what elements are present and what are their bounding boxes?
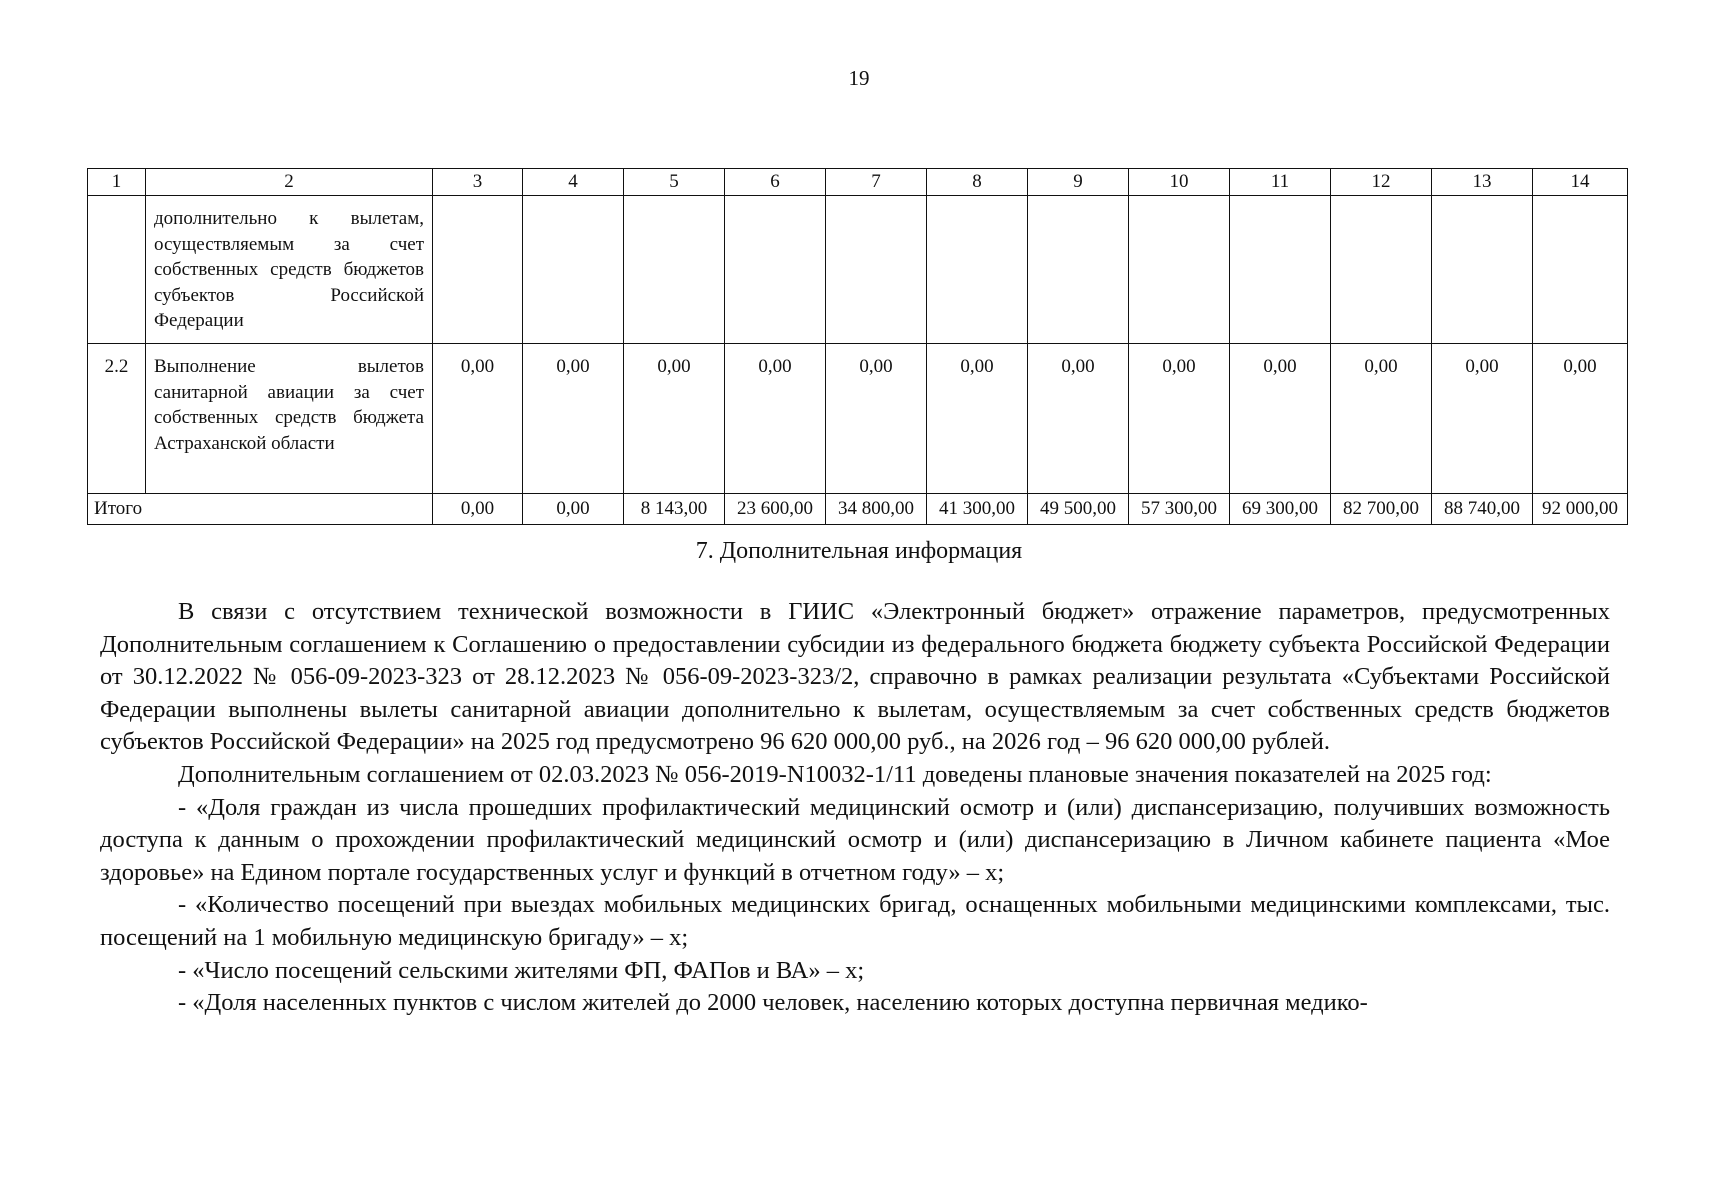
table-cell-value: 0,00 xyxy=(725,344,826,494)
column-header: 8 xyxy=(927,169,1028,196)
table-row-2-2 xyxy=(88,344,1628,494)
total-value: 34 800,00 xyxy=(826,494,927,525)
total-value: 0,00 xyxy=(523,494,624,525)
row-description: дополнительно к вылетам, осуществляемым за счет собственных средств бюджетов субъектов Российской Федерации xyxy=(146,196,433,344)
column-header: 12 xyxy=(1331,169,1432,196)
column-header: 9 xyxy=(1028,169,1129,196)
total-value: 92 000,00 xyxy=(1533,494,1628,525)
column-header: 11 xyxy=(1230,169,1331,196)
column-header: 6 xyxy=(725,169,826,196)
column-header: 5 xyxy=(624,169,725,196)
column-header: 2 xyxy=(146,169,433,196)
table-cell-value: 0,00 xyxy=(826,344,927,494)
table-cell xyxy=(433,196,523,344)
list-item: - «Доля населенных пунктов с числом жителей до 2000 человек, населению которых доступна первичная медико- xyxy=(178,989,1368,1017)
total-value: 41 300,00 xyxy=(927,494,1028,525)
total-value: 82 700,00 xyxy=(1331,494,1432,525)
column-header: 3 xyxy=(433,169,523,196)
table-cell-value: 0,00 xyxy=(1432,344,1533,494)
total-value: 23 600,00 xyxy=(725,494,826,525)
column-header: 10 xyxy=(1129,169,1230,196)
list-item: - «Число посещений сельскими жителями ФП, ФАПов и ВА» – х; xyxy=(178,956,865,984)
page-number: 19 xyxy=(848,66,870,90)
row-number xyxy=(88,196,146,344)
list-item: - «Количество посещений при выездах мобильных медицинских бригад, оснащенных мобильными медицинскими комплексами, тыс. посещений на 1 мобильную медицинскую бригаду» – х; xyxy=(100,891,1610,951)
total-value: 69 300,00 xyxy=(1230,494,1331,525)
column-header: 4 xyxy=(523,169,624,196)
table-cell xyxy=(725,196,826,344)
table-cell-value: 0,00 xyxy=(1533,344,1628,494)
column-header: 1 xyxy=(88,169,146,196)
total-value: 8 143,00 xyxy=(624,494,725,525)
total-value: 57 300,00 xyxy=(1129,494,1230,525)
table-cell xyxy=(1028,196,1129,344)
total-value: 88 740,00 xyxy=(1432,494,1533,525)
table-cell-value: 0,00 xyxy=(624,344,725,494)
table-cell xyxy=(624,196,725,344)
total-value: 0,00 xyxy=(433,494,523,525)
total-value: 49 500,00 xyxy=(1028,494,1129,525)
list-item: - «Доля граждан из числа прошедших профилактический медицинский осмотр и (или) диспансеризацию, получивших возможность доступа к данным о прохождении профилактический медицинский осмотр и (или) диспансеризацию в Личном кабинете пациента «Мое здоровье» на Едином портале государственных услуг и функций в отчетном году» – х; xyxy=(100,793,1610,886)
table-cell xyxy=(1129,196,1230,344)
section-title: 7. Дополнительная информация xyxy=(695,538,1023,564)
table-cell-value: 0,00 xyxy=(1129,344,1230,494)
paragraph: Дополнительным соглашением от 02.03.2023 № 056-2019-N10032-1/11 доведены плановые значения показателей на 2025 год: xyxy=(178,760,1492,788)
table-cell xyxy=(927,196,1028,344)
column-header: 13 xyxy=(1432,169,1533,196)
table-cell-value: 0,00 xyxy=(1230,344,1331,494)
table-cell-value: 0,00 xyxy=(1028,344,1129,494)
table-cell-value: 0,00 xyxy=(433,344,523,494)
table-cell xyxy=(1230,196,1331,344)
table-cell xyxy=(826,196,927,344)
section-body xyxy=(100,596,1610,1020)
table-row-total xyxy=(88,494,1628,525)
table-header-row xyxy=(88,169,1628,196)
table-row-continuation xyxy=(88,196,1628,344)
row-description: Выполнение вылетов санитарной авиации за счет собственных средств бюджета Астраханской области xyxy=(146,344,433,494)
table-cell-value: 0,00 xyxy=(927,344,1028,494)
table-cell xyxy=(1533,196,1628,344)
table-cell xyxy=(523,196,624,344)
column-header: 7 xyxy=(826,169,927,196)
paragraph: В связи с отсутствием технической возможности в ГИИС «Электронный бюджет» отражение параметров, предусмотренных Дополнительным соглашением к Соглашению о предоставлении субсидии из федерального бюджета бюджету субъекта Российской Федерации от 30.12.2022 № 056-09-2023-323 от 28.12.2023 № 056-09-2023-323/2, справочно в рамках реализации результата «Субъектами Российской Федерации выполнены вылеты санитарной авиации дополнительно к вылетам, осуществляемым за счет собственных средств бюджетов субъектов Российской Федерации» на 2025 год предусмотрено 96 620 000,00 руб., на 2026 год – 96 620 000,00 рублей. xyxy=(100,598,1610,756)
budget-table xyxy=(87,168,1628,525)
row-number: 2.2 xyxy=(88,344,146,494)
total-label: Итого xyxy=(88,494,433,525)
table-cell xyxy=(1331,196,1432,344)
table-cell-value: 0,00 xyxy=(1331,344,1432,494)
table-cell-value: 0,00 xyxy=(523,344,624,494)
column-header: 14 xyxy=(1533,169,1628,196)
table-cell xyxy=(1432,196,1533,344)
